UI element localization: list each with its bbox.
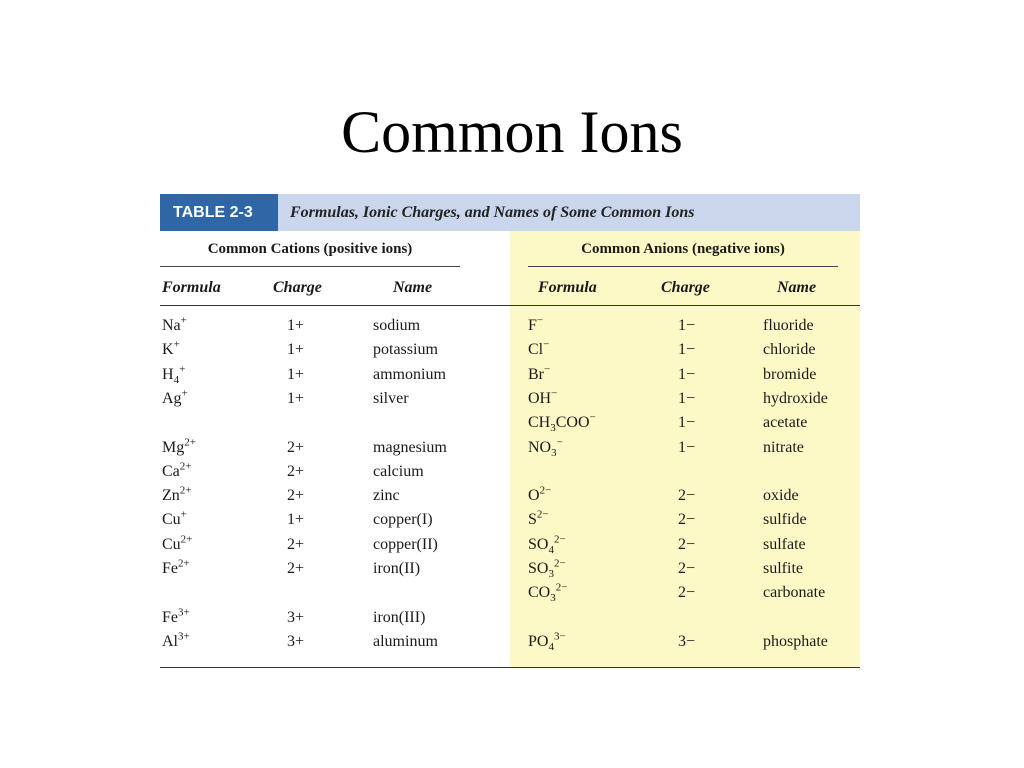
ion-formula [162, 535, 192, 555]
anions-heading-rule [528, 266, 838, 267]
ion-formula [162, 632, 190, 652]
anion-name: fluoride [763, 317, 814, 334]
ion-formula [162, 438, 196, 458]
formula-base: CH [528, 414, 551, 432]
anion-name: bromide [763, 365, 817, 383]
table-caption: Formulas, Ionic Charges, and Names of Some Common Ions [290, 203, 695, 221]
formula-charge-superscript: − [551, 387, 558, 400]
cation-name: iron(III) [373, 608, 426, 626]
ion-formula [162, 608, 190, 628]
formula-base: CO [528, 584, 551, 602]
cation-name: zinc [373, 487, 400, 505]
ion-formula [162, 559, 190, 579]
cation-name: ammonium [373, 365, 446, 383]
cation-charge: 1+ [287, 365, 305, 383]
ion-formula [162, 510, 187, 530]
ion-formula [528, 340, 549, 360]
ion-formula [528, 559, 566, 579]
cation-charge: 3+ [287, 632, 305, 650]
cation-charge-header: Charge [273, 279, 322, 296]
ion-formula [528, 389, 557, 409]
formula-charge-superscript: 2+ [179, 484, 192, 497]
formula-base: K [162, 341, 174, 359]
anion-charge: 1− [678, 414, 696, 432]
ion-formula [528, 486, 551, 506]
cation-charge: 2+ [287, 560, 305, 577]
anions-heading: Common Anions (negative ions) [581, 241, 785, 257]
cation-charge: 1+ [287, 511, 305, 529]
formula-charge-superscript: + [180, 509, 187, 522]
anion-name: sulfite [763, 560, 803, 577]
anion-name: chloride [763, 341, 816, 359]
cation-charge: 1+ [287, 317, 305, 334]
anion-charge: 1− [678, 365, 696, 383]
formula-charge-superscript: + [181, 387, 188, 400]
cation-charge: 2+ [287, 462, 305, 480]
cation-charge: 2+ [287, 487, 305, 505]
formula-base: Ca [162, 462, 180, 480]
ion-formula [528, 413, 596, 433]
anion-charge: 2− [678, 584, 696, 602]
formula-base: Ag [162, 389, 182, 407]
cation-name: aluminum [373, 632, 438, 650]
cation-name: copper(I) [373, 511, 433, 529]
formula-charge-superscript: − [536, 314, 544, 327]
formula-base: OH [528, 389, 552, 407]
ion-formula [528, 535, 566, 555]
table-number-tag: TABLE 2-3 [160, 194, 278, 231]
cations-heading: Common Cations (positive ions) [207, 241, 413, 257]
formula-charge-superscript: − [556, 436, 563, 449]
formula-subscript: 3 [550, 592, 556, 605]
anion-charge: 1− [678, 389, 696, 407]
formula-base: Cu [162, 535, 181, 553]
formula-charge-superscript: − [589, 411, 596, 424]
formula-subscript: 3 [548, 568, 554, 581]
formula-subscript: 4 [548, 641, 554, 654]
anion-name-header: Name [777, 279, 817, 296]
formula-charge-superscript: 2− [539, 484, 552, 497]
ion-formula [528, 583, 567, 603]
ions-table [160, 194, 860, 670]
table-header-bar [160, 194, 860, 231]
ion-formula [162, 365, 185, 385]
formula-subscript: 4 [173, 373, 180, 386]
anion-name: carbonate [763, 584, 826, 602]
anion-name: sulfide [763, 511, 807, 529]
anion-charge: 2− [678, 560, 696, 577]
formula-base: SO [528, 535, 549, 553]
formula-charge-superscript: − [543, 338, 550, 351]
formula-charge-superscript: 2+ [180, 533, 193, 546]
formula-charge-superscript: 2+ [179, 460, 192, 473]
formula-subscript: 3 [550, 422, 556, 435]
anion-name: phosphate [763, 632, 828, 650]
anion-name: oxide [763, 487, 799, 505]
ion-formula [162, 340, 180, 360]
ion-formula [162, 389, 188, 409]
ion-formula [162, 486, 192, 506]
formula-tail: COO [555, 414, 590, 432]
ion-formula [528, 632, 566, 652]
anion-charge: 2− [678, 511, 696, 529]
formula-base: F [528, 317, 537, 334]
formula-base: Mg [162, 438, 185, 456]
cation-name: copper(II) [373, 535, 438, 553]
formula-base: Cl [528, 341, 544, 359]
cation-name: silver [373, 389, 409, 407]
anion-charge: 1− [678, 438, 696, 456]
anion-charge-header: Charge [661, 279, 710, 296]
formula-base: SO [528, 560, 549, 577]
cation-name: magnesium [373, 438, 447, 456]
cation-charge: 1+ [287, 341, 305, 359]
cation-charge: 2+ [287, 438, 305, 456]
cation-formula-header: Formula [162, 279, 221, 296]
formula-charge-superscript: 2− [553, 557, 566, 570]
formula-charge-superscript: 2+ [184, 436, 196, 449]
formula-charge-superscript: 2− [555, 581, 568, 594]
formula-base: H [162, 365, 174, 383]
anion-name: sulfate [763, 535, 806, 553]
ion-formula [162, 462, 192, 482]
formula-charge-superscript: 2− [553, 533, 566, 546]
formula-charge-superscript: + [173, 338, 180, 351]
formula-base: Cu [162, 511, 181, 529]
formula-charge-superscript: 2− [536, 509, 549, 522]
column-header-rule [160, 305, 860, 306]
anion-name: nitrate [763, 438, 804, 456]
formula-charge-superscript: 3+ [178, 606, 190, 619]
anion-charge: 1− [678, 341, 696, 359]
anion-charge: 3− [678, 632, 696, 650]
anion-charge: 1− [678, 317, 696, 334]
formula-base: NO [528, 438, 552, 456]
formula-base: O [528, 487, 540, 505]
formula-charge-superscript: 2+ [178, 557, 190, 570]
cations-heading-rule [160, 266, 460, 267]
cation-name: sodium [373, 317, 421, 334]
ion-formula [528, 510, 549, 530]
cation-name-header: Name [393, 279, 433, 296]
anion-formula-header: Formula [538, 279, 597, 296]
cation-charge: 3+ [287, 608, 305, 626]
ion-formula [162, 316, 187, 336]
formula-base: S [528, 511, 537, 529]
table-bottom-rule [160, 667, 860, 668]
formula-subscript: 3 [551, 446, 557, 459]
formula-base: Zn [162, 487, 180, 505]
formula-charge-superscript: 3− [553, 630, 566, 643]
formula-base: PO [528, 632, 549, 650]
anion-name: hydroxide [763, 389, 828, 407]
formula-charge-superscript: + [179, 363, 186, 376]
formula-charge-superscript: + [180, 314, 187, 327]
anion-charge: 2− [678, 487, 696, 505]
cation-name: calcium [373, 462, 424, 480]
formula-subscript: 4 [548, 543, 554, 556]
slide-title: Common Ions [341, 99, 683, 165]
cation-name: iron(II) [373, 560, 421, 577]
formula-base: Al [162, 632, 178, 650]
cation-charge: 2+ [287, 535, 305, 553]
cation-charge: 1+ [287, 389, 305, 407]
anion-charge: 2− [678, 535, 696, 553]
ion-formula [528, 438, 563, 458]
formula-base: Fe [162, 560, 178, 577]
ion-formula [528, 316, 543, 336]
formula-charge-superscript: 3+ [178, 630, 190, 643]
ion-formula [528, 365, 550, 385]
formula-base: Na [162, 317, 181, 334]
formula-charge-superscript: − [544, 363, 551, 376]
anion-name: acetate [763, 414, 808, 432]
formula-base: Fe [162, 608, 178, 626]
formula-base: Br [528, 365, 544, 383]
cation-name: potassium [373, 341, 438, 359]
